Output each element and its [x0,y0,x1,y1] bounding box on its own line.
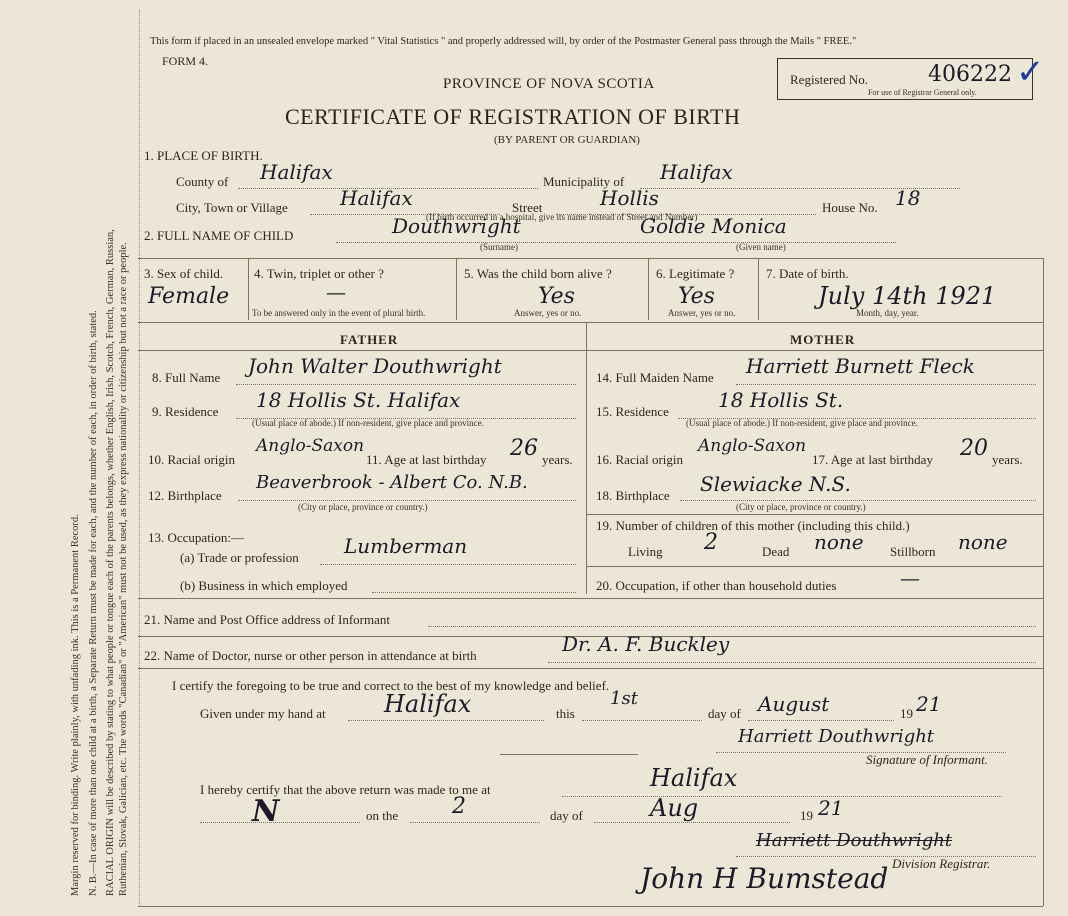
mother-birthplace-label: 18. Birthplace [596,488,670,503]
registrar-struck-name: Harriett Douthwright [756,830,953,851]
day-of2-label: day of [550,808,583,823]
divider-col-twin [248,258,249,320]
city-value: Halifax [340,186,413,210]
margin-note-2: N. B.—In case of more than one child at a birth, a Separate Return must be made for each, and the number of each, in order of birth, stated. [88,310,99,896]
mother-occupation-top-line [586,566,1043,567]
form-right-border [1043,258,1044,906]
divider-parents-top [138,322,1043,323]
registrar-mark: N [252,794,280,829]
given-label: Given under my hand at [200,706,326,721]
doctor-line [548,662,1036,663]
father-age-unit: years. [542,452,573,467]
mother-residence-value: 18 Hollis St. [718,388,844,412]
registered-label: Registered No. [790,72,868,87]
month-value: August [758,692,830,716]
father-racial-label: 10. Racial origin [148,452,236,467]
mother-residence-note: (Usual place of abode.) If non-resident, give place and province. [686,418,918,428]
divider-parents-center [586,322,587,594]
return-place-line [562,796,1002,797]
given-caption: (Given name) [736,242,786,252]
father-birthplace-note: (City or place, province or country.) [298,502,428,512]
legit-label: 6. Legitimate ? [656,266,735,281]
father-name-value: John Walter Douthwright [248,354,502,378]
father-name-line [236,384,576,385]
father-birthplace-label: 12. Birthplace [148,488,222,503]
divider-col-alive [456,258,457,320]
mother-heading-line [586,350,1043,351]
divider-certify-top [138,668,1043,669]
mother-residence-label: 15. Residence [596,404,669,419]
mother-occupation-value: — [900,566,920,590]
mother-occupation-label: 20. Occupation, if other than household duties [596,578,837,593]
house-label: House No. [822,200,878,215]
registered-note: For use of Registrar General only. [868,88,977,97]
year2-prefix: 19 [800,808,813,823]
mother-stillborn-label: Stillborn [890,544,936,559]
mother-living-label: Living [628,544,663,559]
registrar-caption: Division Registrar. [892,856,991,871]
date-label: 7. Date of birth. [766,266,849,281]
divider-row3-top [138,258,1043,259]
certify-text: I certify the foregoing to be true and correct to the best of my knowledge and belief. [172,678,610,693]
on-the-line [410,822,540,823]
father-heading: FATHER [340,332,399,347]
alive-note: Answer, yes or no. [514,308,582,318]
municipality-label: Municipality of [543,174,625,189]
father-residence-value: 18 Hollis St. Halifax [256,388,461,412]
mother-birthplace-value: Slewiacke N.S. [700,472,851,496]
mother-birthplace-line [680,500,1036,501]
informant-label: 21. Name and Post Office address of Informant [144,612,390,627]
house-value: 18 [895,186,921,210]
certificate-title: CERTIFICATE OF REGISTRATION OF BIRTH [285,104,741,129]
county-label: County of [176,174,229,189]
check-mark-icon: ✓ [1016,52,1045,92]
municipality-value: Halifax [660,160,733,184]
divider-informant-top [138,598,1043,599]
form-bottom-border [138,906,1043,907]
form-number: FORM 4. [162,54,209,68]
alive-label: 5. Was the child born alive ? [464,266,612,281]
city-label: City, Town or Village [176,200,288,215]
doctor-value: Dr. A. F. Buckley [562,632,730,656]
child-name-label: 2. FULL NAME OF CHILD [144,228,294,243]
mother-name-line [736,384,1036,385]
mother-dead-label: Dead [762,544,790,559]
twin-note: To be answered only in the event of plural birth. [252,308,426,318]
father-trade-value: Lumberman [344,534,468,558]
father-residence-label: 9. Residence [152,404,219,419]
twin-label: 4. Twin, triplet or other ? [254,266,384,281]
mother-dead-value: none [814,530,864,554]
year2-value: 21 [818,796,844,820]
registered-number: 406222 [928,62,1012,87]
father-business-line [372,592,576,593]
child-name-line [336,242,896,243]
informant-line [428,626,1036,627]
province-heading: PROVINCE OF NOVA SCOTIA [443,76,655,92]
margin-note-1: Margin reserved for binding. Write plainly, with unfading ink. This is a Permanent Record. [70,514,81,896]
registrar-mark-line [200,822,360,823]
registrar-line [736,856,1036,857]
doctor-label: 22. Name of Doctor, nurse or other person in attendance at birth [144,648,477,663]
informant-signature: Harriett Douthwright [738,726,935,747]
given-place-line [348,720,544,721]
certificate-subtitle: (BY PARENT OR GUARDIAN) [494,134,640,146]
divider-col-date [758,258,759,320]
day-of-label: day of [708,706,741,721]
street-value: Hollis [600,186,659,210]
margin-note-3: RACIAL ORIGIN will be described by stating to what people or tongue each of the parents belongs, whether English, Irish, Scotch, French, German, Russian, [105,229,116,896]
child-given-name: Goldie Monica [640,214,787,238]
father-age-label: 11. Age at last birthday [366,452,487,467]
mother-heading: MOTHER [790,332,856,347]
sex-value: Female [148,284,230,309]
date-note: Month, day, year. [856,308,919,318]
mother-children-top-line [586,514,1043,515]
child-surname: Douthwright [392,214,521,238]
divider-col-legit [648,258,649,320]
father-birthplace-value: Beaverbrook - Albert Co. N.B. [256,472,528,493]
return-place: Halifax [650,764,738,792]
mother-racial-label: 16. Racial origin [596,452,684,467]
father-residence-note: (Usual place of abode.) If non-resident, give place and province. [252,418,484,428]
mother-age-label: 17. Age at last birthday [812,452,933,467]
on-the-label: on the [366,808,399,823]
year-prefix: 19 [900,706,913,721]
father-name-label: 8. Full Name [152,370,221,385]
this-line [582,720,702,721]
surname-caption: (Surname) [480,242,518,252]
father-age-value: 26 [510,436,538,461]
registrar-signature: John H Bumstead [640,862,889,895]
this-label: this [556,706,575,721]
father-occupation-label: 13. Occupation:— [148,530,245,545]
father-birthplace-line [238,500,576,501]
mother-birthplace-note: (City or place, province or country.) [736,502,866,512]
father-racial-value: Anglo-Saxon [256,436,365,456]
sex-label: 3. Sex of child. [144,266,224,281]
hospital-note: (If birth occurred in a hospital, give its name instead of Street and Number) [426,212,698,222]
county-value: Halifax [260,160,333,184]
father-heading-line [138,350,586,351]
on-the-value: 2 [452,794,466,819]
father-business-label: (b) Business in which employed [180,578,348,593]
signature-caption: Signature of Informant. [866,752,988,767]
date-value: July 14th 1921 [818,282,997,310]
given-place: Halifax [384,690,472,718]
father-trade-line [320,564,576,565]
mother-name-value: Harriett Burnett Fleck [746,354,975,378]
year-value: 21 [916,692,942,716]
return-text: I hereby certify that the above return was made to me at [200,782,491,797]
alive-value: Yes [538,284,575,309]
legit-note: Answer, yes or no. [668,308,736,318]
father-trade-label: (a) Trade or profession [180,550,299,565]
mother-racial-value: Anglo-Saxon [698,436,807,456]
margin-note-4: Ruthenian, Slovak, Galician, etc. The words "Canadian" or "American" must not be used, as they express nationality or citizenship but not a race or people. [118,242,129,896]
mother-name-label: 14. Full Maiden Name [596,370,714,385]
place-of-birth-heading: 1. PLACE OF BIRTH. [144,148,263,163]
month-line [748,720,894,721]
month2-line [594,822,790,823]
postal-notice: This form if placed in an unsealed envelope marked " Vital Statistics " and properly addressed will, by order of the Postmaster General pass through the Mails " FREE." [150,36,857,47]
this-value: 1st [610,688,638,709]
short-divider [500,754,638,755]
twin-value: — [326,280,346,304]
month2-value: Aug [650,794,699,822]
legit-value: Yes [678,284,715,309]
mother-age-value: 20 [960,436,988,461]
mother-stillborn-value: none [958,530,1008,554]
mother-living-value: 2 [704,530,718,555]
mother-age-unit: years. [992,452,1023,467]
street-label: Street [512,200,543,215]
mother-children-label: 19. Number of children of this mother (including this child.) [596,518,910,533]
